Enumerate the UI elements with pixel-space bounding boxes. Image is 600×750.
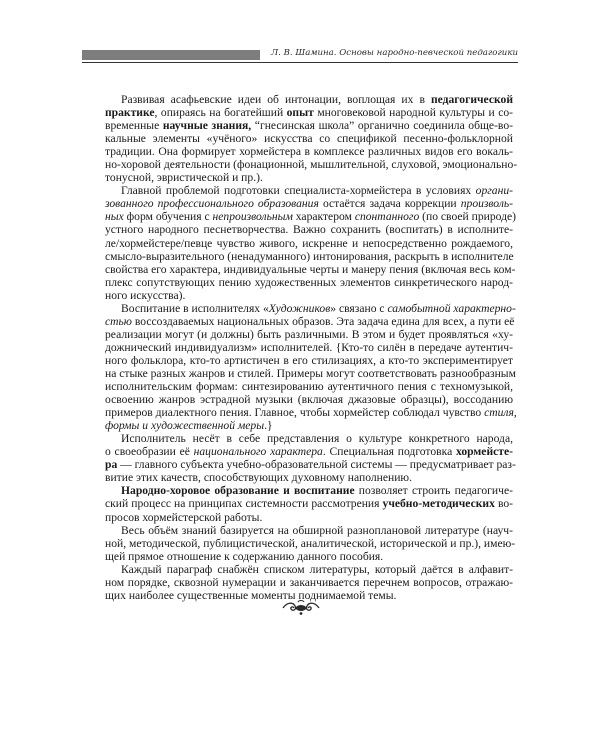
text-line xyxy=(105,576,513,589)
text-run: щих наиболее существенные моменты поднимаемой темы. xyxy=(105,588,397,602)
text-line xyxy=(105,432,513,445)
text-line xyxy=(105,406,517,420)
italic-text-run: самобытной характерно- xyxy=(387,301,516,315)
text-run: освоению жанров эстрадной музыки (включая джазовые образцы), воссоданию xyxy=(105,393,513,407)
text-run: на стыке разных жанров и стилей. Примеры могут соответствовать разнообразным xyxy=(105,366,516,380)
text-run: .} xyxy=(264,419,273,433)
text-line xyxy=(105,380,513,393)
text-line xyxy=(105,250,513,263)
italic-text-run: Художников xyxy=(268,301,331,315)
text-line xyxy=(105,210,517,224)
text-run: тонусной, эвристической и пр.). xyxy=(105,171,263,185)
running-head xyxy=(82,47,518,65)
text-line xyxy=(105,276,513,289)
text-line xyxy=(105,511,513,524)
text-run: воссоздаваемых национальных образов. Эта задача едина для всех, а пути её xyxy=(131,314,515,328)
text-run: “гнесинская школа” органично соединила обще-во- xyxy=(251,119,513,133)
bold-text-run: ра xyxy=(105,458,118,472)
text-run: но-хоровой деятельности (фонационной, мышлительной, слуховой, эмоционально- xyxy=(105,158,518,172)
text-line xyxy=(105,536,516,550)
text-run: Исполнитель несёт в себе представления о культуре конкретного народа, xyxy=(121,432,513,446)
italic-text-run: формы и художественной меры xyxy=(105,419,265,433)
text-run: Воспитание в исполнителях « xyxy=(121,301,269,315)
text-run: многовековой народной культуры и со- xyxy=(313,106,513,120)
text-line xyxy=(105,524,513,537)
text-line xyxy=(105,158,518,172)
text-line xyxy=(105,223,513,236)
text-run: устного народного песнетворчества. Важно сохранить (воспитать) в исполните- xyxy=(105,223,513,237)
text-run: кальные элементы «учёного» искусства со спецификой песенно-фольклорной xyxy=(105,132,513,146)
bold-text-run: хормейсте- xyxy=(455,445,513,459)
text-line xyxy=(105,119,513,132)
text-line xyxy=(105,445,513,458)
text-run: (по своей природе) xyxy=(419,210,517,224)
text-run: ле/хормейстере/певце чувство живого, искренне и непосредственно рождаемого, xyxy=(105,236,513,250)
text-line xyxy=(105,106,513,119)
running-head-rule xyxy=(82,62,518,63)
text-run: плекс сопутствующих пению художественных элементов синкретического народ- xyxy=(105,275,513,289)
text-run: во- xyxy=(494,497,514,511)
text-line xyxy=(105,184,513,197)
text-line xyxy=(105,315,513,328)
text-run: исполнительским формам: синтезированию аутентичного пения с техномузыкой, xyxy=(105,380,513,394)
italic-text-run: произволь- xyxy=(460,197,514,211)
italic-text-run: стью xyxy=(105,314,132,328)
text-run: ский процесс на принципах системности рассмотрения xyxy=(105,497,383,511)
text-run: остаётся задача коррекции xyxy=(318,197,461,211)
text-run: форм обучения с xyxy=(123,210,213,224)
text-run: Каждый параграф снабжён списком литературы, который даётся в алфавит- xyxy=(121,562,513,576)
bold-text-run: опыт xyxy=(286,106,314,120)
text-line xyxy=(105,341,513,354)
text-run: традиции. Она формирует хормейстера в комплексе различных видов его вокаль- xyxy=(105,145,513,159)
text-line xyxy=(105,328,513,341)
italic-text-run: ных xyxy=(105,210,124,224)
text-line xyxy=(105,132,513,145)
text-line xyxy=(105,366,516,380)
text-run: Главной проблемой подготовки специалиста-хормейстера в условиях xyxy=(121,184,476,198)
text-run: смысло-выразительного (ненадуманного) интонирования, раскрыть в исполнителе xyxy=(105,249,514,263)
text-run: ного искусства). xyxy=(105,288,186,302)
text-run: витие этих качеств, способствующих духовному наполнению. xyxy=(105,471,412,485)
text-run: временные xyxy=(105,119,163,133)
text-line xyxy=(105,471,513,484)
italic-text-run: органи- xyxy=(475,184,513,198)
text-run: ном порядке, сквозной нумерации и заканчивается перечнем вопросов, отражаю- xyxy=(105,575,513,589)
text-run: дожнический индивидуализм» исполнителей. {Кто-то силён в передаче аутентич- xyxy=(105,340,513,354)
text-line xyxy=(105,197,513,210)
italic-text-run: непроизвольным xyxy=(212,210,293,224)
text-run: Весь объём знаний базируется на обширной разноплановой литературе (науч- xyxy=(121,523,513,537)
text-line xyxy=(105,301,516,315)
text-run: — главного субъекта учебно-образовательной системы — предусматривает раз- xyxy=(117,458,516,472)
text-line xyxy=(105,289,513,302)
text-run: ного фольклора, кто-то артистичен в его стилизациях, а кто-то экспериментирует xyxy=(105,353,513,367)
text-line xyxy=(105,145,513,158)
italic-text-run: национального характера xyxy=(193,445,323,459)
text-line xyxy=(105,497,513,510)
running-head-bar xyxy=(82,50,260,60)
text-run: Развивая асафьевские идеи об интонации, воплощая их в xyxy=(121,93,431,106)
text-line xyxy=(105,171,513,184)
text-line xyxy=(105,419,513,432)
text-line xyxy=(105,354,513,367)
text-run: характером xyxy=(292,210,355,224)
bold-text-run: Народно-хоровое образование и воспитание xyxy=(121,484,355,498)
bold-text-run: научные знания, xyxy=(162,119,252,133)
text-run: щей прямое отношение к содержанию данного пособия. xyxy=(105,549,384,563)
bold-text-run: педагогической xyxy=(430,93,513,106)
text-run: ной, методической, публицистической, аналитической, исторической и пр.), имею- xyxy=(105,536,516,550)
text-line xyxy=(105,458,516,472)
text-line xyxy=(105,237,513,250)
italic-text-run: стиля, xyxy=(484,406,517,420)
text-run: позволяет строить педагогиче- xyxy=(354,484,513,498)
text-run: о своеобразии её xyxy=(105,445,194,459)
text-line xyxy=(105,563,513,576)
italic-text-run: спонтанного xyxy=(354,210,420,224)
text-run: реализации могут (и должны) быть различными. В этом и будет проявляться «ху- xyxy=(105,327,513,341)
text-line xyxy=(105,393,513,406)
text-line xyxy=(105,93,513,106)
text-line xyxy=(105,484,513,497)
text-run: просов хормейстерской работы. xyxy=(105,510,263,524)
text-run: , опираясь на богатейший xyxy=(154,106,287,120)
italic-text-run: зованного профессионального образования xyxy=(105,197,319,211)
text-run: » связано с xyxy=(330,301,388,315)
body-text xyxy=(105,93,518,602)
bold-text-run: учебно-методических xyxy=(382,497,495,511)
bold-text-run: практике xyxy=(105,106,155,120)
fleuron-ornament-icon xyxy=(281,597,321,617)
text-run: . Специальная подготовка xyxy=(322,445,456,459)
text-line xyxy=(105,262,516,276)
text-line xyxy=(105,550,513,563)
text-run: свойства его характера, индивидуальные черты и манеру пения (включая весь ком- xyxy=(105,262,516,276)
running-head-text: Л. В. Шамина. Основы народно-певческой педагогики xyxy=(270,48,518,58)
text-run: примеров диалектного пения. Главное, чтобы хормейстер соблюдал чувство xyxy=(105,406,485,420)
